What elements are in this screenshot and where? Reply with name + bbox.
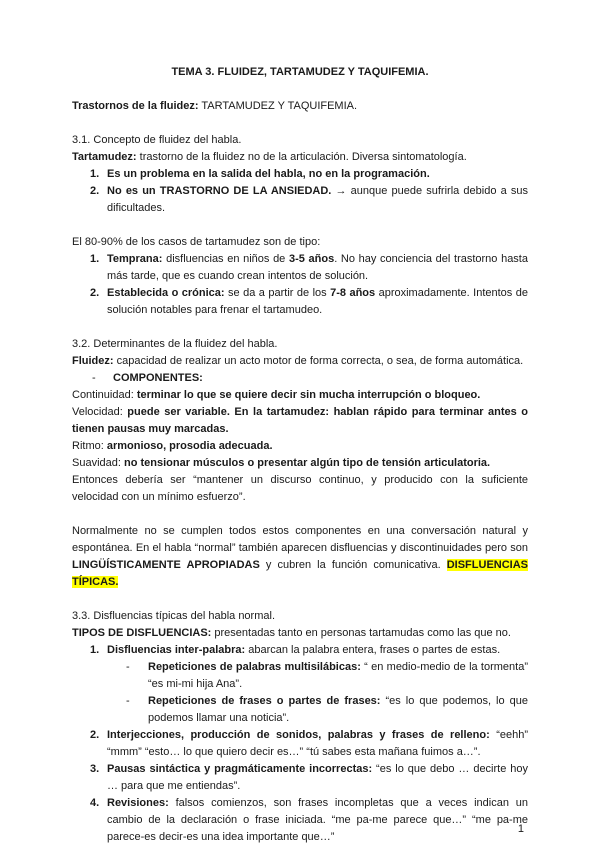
text-segment: Es un problema en la salida del habla, no en la programación. — [107, 168, 430, 180]
numbered-list-item — [72, 727, 528, 761]
list-marker: - — [92, 372, 96, 384]
text-segment: Suavidad: — [72, 457, 124, 469]
numbered-list-item — [72, 166, 528, 183]
text-segment: no tensionar músculos o presentar algún tipo de tensión articulatoria. — [123, 457, 491, 469]
text-segment: Repeticiones de frases o partes de frases: — [148, 695, 381, 707]
list-marker: 2. — [90, 287, 100, 299]
numbered-list-item — [72, 251, 528, 285]
text-segment: . No hay conciencia del trastorno hasta más tarde, que es cuando crean intentos de solución. — [107, 253, 528, 282]
paragraph — [72, 336, 528, 353]
numbered-list-item — [72, 761, 528, 795]
paragraph — [72, 234, 528, 251]
text-segment: falsos comienzos, son frases incompletas que a veces indican un cambio de la declaración o frase iniciada. “me pa-me parece que…” “me pa-me parece-es decir-es una idea importante que…” — [107, 797, 528, 843]
spacer — [72, 217, 528, 234]
paragraph — [72, 523, 528, 591]
text-segment: 3-5 años — [288, 253, 335, 265]
paragraph — [72, 98, 528, 115]
numbered-list-item — [72, 183, 528, 217]
text-segment: disfluencias en niños de — [162, 253, 289, 265]
text-segment: Revisiones: — [107, 797, 169, 809]
list-marker: 2. — [90, 729, 100, 741]
dash-list-item — [72, 370, 528, 387]
text-segment: “ en medio-medio de la tormenta” “es mi-mi hija Ana”. — [148, 661, 528, 690]
text-segment: presentadas tanto en personas tartamudas como las que no. — [211, 627, 511, 639]
paragraph — [72, 353, 528, 370]
text-segment: LINGÜÍSTICAMENTE APROPIADAS — [72, 559, 260, 571]
text-segment: Fluidez: — [72, 355, 114, 367]
highlighted-text: DISFLUENCIAS TÍPICAS. — [72, 559, 528, 588]
paragraph — [72, 625, 528, 642]
text-segment: 3.3. Disfluencias típicas del habla normal. — [72, 610, 275, 622]
text-segment: TARTAMUDEZ Y TAQUIFEMIA. — [198, 100, 358, 112]
text-segment: puede ser variable. En la tartamudez: hablan rápido para terminar antes o tienen pausas muy marcadas. — [72, 406, 528, 435]
text-segment: El 80-90% de los casos de tartamudez son de tipo: — [72, 236, 321, 248]
paragraph — [72, 404, 528, 438]
text-segment: se da a partir de los — [224, 287, 331, 299]
paragraph — [72, 132, 528, 149]
text-segment: y cubren la función comunicativa. — [259, 559, 447, 571]
document-title — [72, 64, 528, 81]
text-segment: abarcan la palabra entera, frases o partes de estas. — [245, 644, 501, 656]
text-segment: terminar lo que se quiere decir sin mucha interrupción o bloqueo. — [136, 389, 481, 401]
text-segment: “es lo que podemos, lo que podemos llamar una noticia”. — [148, 695, 528, 724]
text-segment: Entonces debería ser “mantener un discurso continuo, y producido con la suficiente velocidad con un mínimo esfuerzo”. — [72, 474, 528, 503]
text-segment: aproximadamente. Intentos de solución notables para frenar el tartamudeo. — [107, 287, 528, 316]
paragraph — [72, 455, 528, 472]
list-marker: 2. — [90, 185, 100, 197]
list-marker: 1. — [90, 253, 100, 265]
text-segment: “es lo que debo … decirte hoy … para que me entiendas”. — [107, 763, 528, 792]
document-body — [72, 64, 528, 846]
text-segment: No es un TRASTORNO DE LA ANSIEDAD. — [107, 185, 332, 197]
list-marker: - — [126, 661, 130, 673]
paragraph — [72, 149, 528, 166]
text-segment: TEMA 3. FLUIDEZ, TARTAMUDEZ Y TAQUIFEMIA. — [171, 66, 429, 78]
paragraph — [72, 608, 528, 625]
text-segment: trastorno de la fluidez no de la articulación. Diversa sintomatología. — [136, 151, 467, 163]
page-number: 1 — [517, 823, 524, 835]
text-segment: 3.1. Concepto de fluidez del habla. — [72, 134, 242, 146]
text-segment: Tartamudez: — [72, 151, 137, 163]
list-marker: 4. — [90, 797, 100, 809]
text-segment: TIPOS DE DISFLUENCIAS: — [72, 627, 212, 639]
text-segment: Velocidad: — [72, 406, 128, 418]
text-segment: Temprana: — [107, 253, 163, 265]
list-marker: - — [126, 695, 130, 707]
spacer — [72, 506, 528, 523]
paragraph — [72, 387, 528, 404]
numbered-list-item — [72, 795, 528, 846]
text-segment: Establecida o crónica: — [107, 287, 225, 299]
text-segment: armonioso, prosodia adecuada. — [106, 440, 273, 452]
text-segment: Normalmente no se cumplen todos estos componentes en una conversación natural y espontánea. En el habla “normal” también aparecen disfluencias y discontinuidades pero son — [72, 525, 528, 554]
text-segment: COMPONENTES: — [113, 372, 203, 384]
sub-list-item — [72, 693, 528, 727]
list-marker: 3. — [90, 763, 100, 775]
spacer — [72, 81, 528, 98]
text-segment: Continuidad: — [72, 389, 137, 401]
numbered-list-item — [72, 285, 528, 319]
paragraph — [72, 438, 528, 455]
list-marker: 1. — [90, 644, 100, 656]
text-segment: Disfluencias inter-palabra: — [107, 644, 246, 656]
paragraph — [72, 472, 528, 506]
spacer — [72, 591, 528, 608]
text-segment: → aunque puede sufrirla debido a sus dificultades. — [107, 185, 528, 214]
numbered-list-item — [72, 642, 528, 659]
list-marker: 1. — [90, 168, 100, 180]
text-segment: 7-8 años — [330, 287, 376, 299]
sub-list-item — [72, 659, 528, 693]
text-segment: Trastornos de la fluidez: — [72, 100, 199, 112]
spacer — [72, 319, 528, 336]
text-segment: “eehh” “mmm” “esto… lo que quiero decir es…” “tú sabes esta mañana fuimos a…”. — [107, 729, 528, 758]
text-segment: Repeticiones de palabras multisilábicas: — [148, 661, 361, 673]
spacer — [72, 115, 528, 132]
text-segment: Ritmo: — [72, 440, 107, 452]
text-segment: 3.2. Determinantes de la fluidez del habla. — [72, 338, 278, 350]
text-segment: Pausas sintáctica y pragmáticamente incorrectas: — [107, 763, 373, 775]
text-segment: capacidad de realizar un acto motor de forma correcta, o sea, de forma automática. — [113, 355, 524, 367]
text-segment: Interjecciones, producción de sonidos, palabras y frases de relleno: — [107, 729, 490, 741]
